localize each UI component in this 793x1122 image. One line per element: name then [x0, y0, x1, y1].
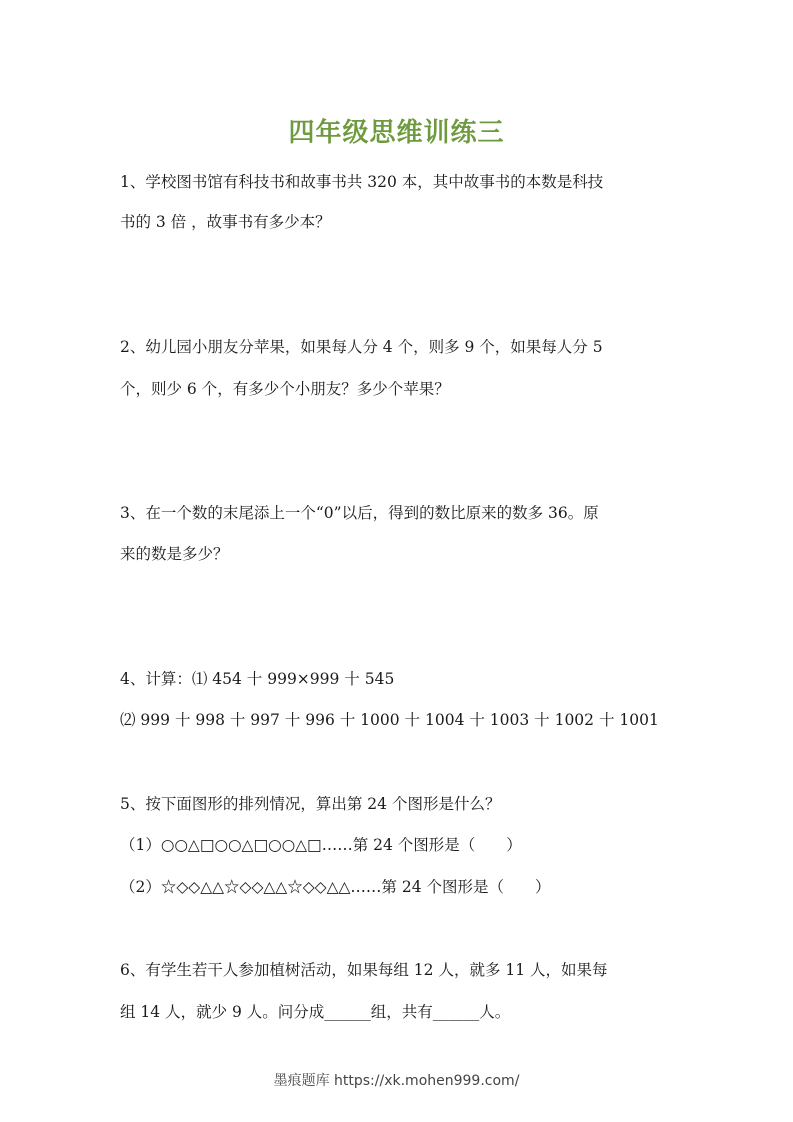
- question-1-line-2: 书的 3 倍 ，故事书有多少本？: [120, 213, 331, 231]
- question-4-line-2: ⑵ 999 十 998 十 997 十 996 十 1000 十 1004 十 1003 十 1002 十 1001: [120, 711, 659, 729]
- question-4-line-1: 4、计算：⑴ 454 十 999×999 十 545: [120, 670, 395, 688]
- question-3-line-1: 3、在一个数的末尾添上一个“0”以后，得到的数比原来的数多 36。原: [120, 504, 599, 522]
- question-5-line-2: （1）○○△□○○△□○○△□……第 24 个图形是（ ）: [120, 836, 522, 854]
- question-3-line-2: 来的数是多少？: [120, 545, 229, 563]
- question-2-line-2: 个，则少 6 个，有多少个小朋友？多少个苹果？: [120, 380, 450, 398]
- question-6-line-1: 6、有学生若干人参加植树活动，如果每组 12 人，就多 11 人，如果每: [120, 961, 608, 979]
- page-title: 四年级思维训练三: [288, 118, 505, 148]
- question-2-line-1: 2、幼儿园小朋友分苹果，如果每人分 4 个，则多 9 个，如果每人分 5: [120, 338, 603, 356]
- question-6-line-2: 组 14 人，就少 9 人。问分成______组，共有______人。: [120, 1003, 511, 1021]
- question-5-line-1: 5、按下面图形的排列情况，算出第 24 个图形是什么？: [120, 795, 501, 813]
- footer-source-text: 墨痕题库 https://xk.mohen999.com/: [273, 1073, 520, 1089]
- question-1-line-1: 1、学校图书馆有科技书和故事书共 320 本，其中故事书的本数是科技: [120, 173, 604, 191]
- question-5-line-3: （2）☆◇◇△△☆◇◇△△☆◇◇△△……第 24 个图形是（ ）: [120, 878, 551, 896]
